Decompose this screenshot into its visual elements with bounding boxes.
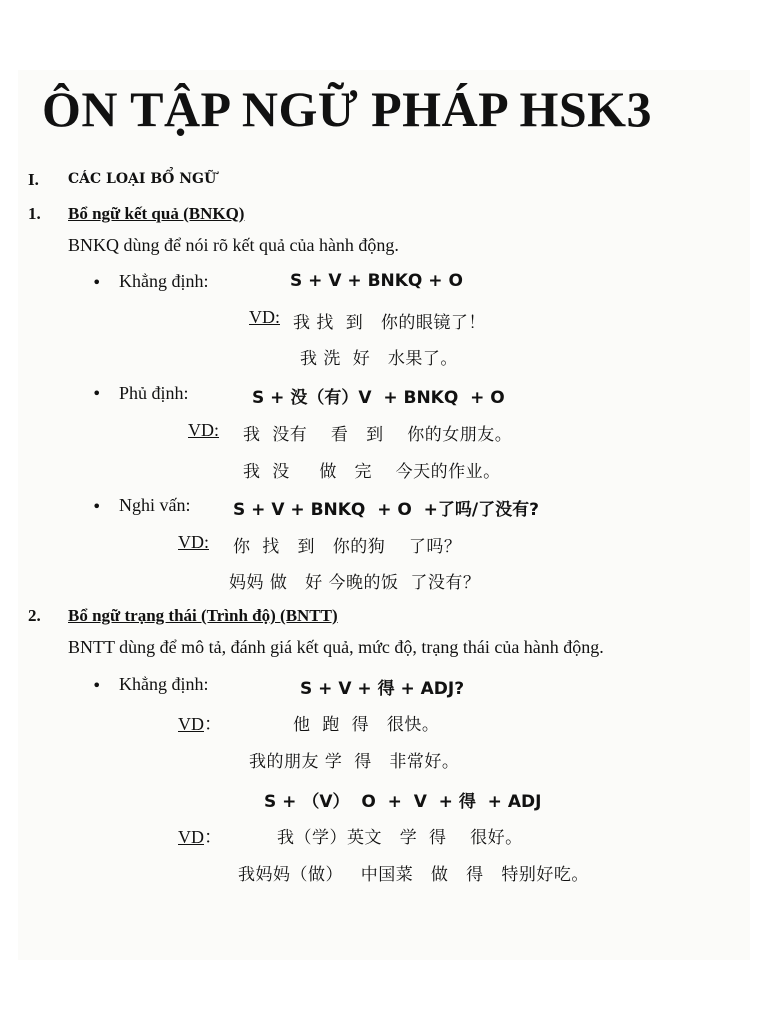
question-formula: S + V + BNKQ + O +了吗/了没有? xyxy=(233,500,539,520)
example-sentence: 我 没有 看 到 你的女朋友。 xyxy=(243,425,513,445)
affirmative-formula: S + V + BNKQ + O xyxy=(290,271,463,291)
bullet: • xyxy=(92,497,102,516)
example-sentence: 你 找 到 你的狗 了吗？ xyxy=(233,537,462,557)
example-label: VD xyxy=(178,714,204,734)
example-sentence: 他 跑 得 很快。 xyxy=(293,715,440,735)
example-label: VD: xyxy=(249,307,280,327)
affirmative-formula: S + V + 得 + ADJ? xyxy=(300,679,465,699)
bullet: • xyxy=(92,273,102,292)
example-sentence: 我 洗 好 水果了。 xyxy=(300,349,458,369)
page-title: ÔN TẬP NGỮ PHÁP HSK3 xyxy=(42,81,653,137)
negative-formula: S + 没（有）V + BNKQ + O xyxy=(252,388,505,408)
affirmative-label: Khẳng định: xyxy=(119,271,209,291)
subsection-1-title: Bổ ngữ kết quả (BNKQ) xyxy=(68,204,245,223)
example-label-colon: ： xyxy=(204,714,222,734)
example-label: VD: xyxy=(188,420,219,440)
bullet: • xyxy=(92,384,102,403)
example-label-group xyxy=(178,710,222,736)
negative-label: Phủ định: xyxy=(119,383,189,403)
affirmative-label: Khẳng định: xyxy=(119,674,209,694)
example-sentence: 我 找 到 你的眼镜了！ xyxy=(293,313,486,333)
subsection-1-description: BNKQ dùng để nói rõ kết quả của hành động. xyxy=(68,235,399,255)
example-label-colon: ： xyxy=(204,827,222,847)
subsection-1-number: 1. xyxy=(28,204,41,223)
bullet: • xyxy=(92,676,102,695)
example-label: VD: xyxy=(178,532,209,552)
subsection-2-number: 2. xyxy=(28,606,41,625)
example-label-group xyxy=(178,823,222,849)
example-sentence: 我妈妈（做） 中国菜 做 得 特别好吃。 xyxy=(238,865,589,885)
example-sentence: 我的朋友 学 得 非常好。 xyxy=(249,752,460,772)
object-formula: S + （V） O + V + 得 + ADJ xyxy=(264,792,542,812)
example-sentence: 妈妈 做 好 今晚的饭 了没有？ xyxy=(229,573,481,593)
section-number: I. xyxy=(28,170,39,189)
question-label: Nghi vấn: xyxy=(119,495,191,515)
example-label: VD xyxy=(178,827,204,847)
example-sentence: 我（学）英文 学 得 很好。 xyxy=(277,828,523,848)
subsection-2-description: BNTT dùng để mô tả, đánh giá kết quả, mức độ, trạng thái của hành động. xyxy=(68,637,604,657)
section-title: CÁC LOẠI BỔ NGỮ xyxy=(68,171,217,187)
subsection-2-title: Bổ ngữ trạng thái (Trình độ) (BNTT) xyxy=(68,606,338,625)
example-sentence: 我 没 做 完 今天的作业。 xyxy=(243,462,501,482)
